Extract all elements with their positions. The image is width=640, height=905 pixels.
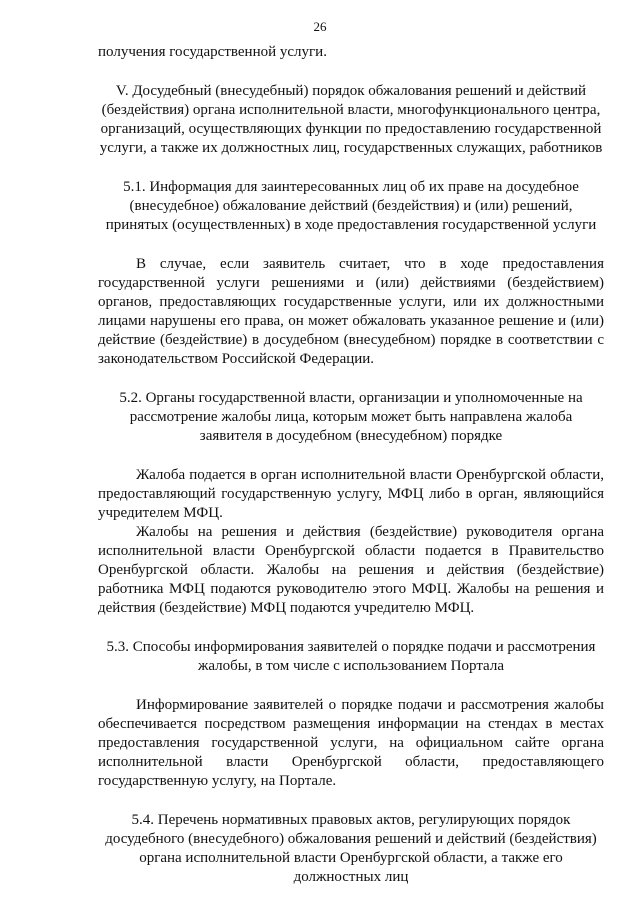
continuation-text: получения государственной услуги. xyxy=(98,44,327,60)
document-body xyxy=(98,43,604,887)
page-number: 26 xyxy=(313,19,327,34)
section-5-2-heading: 5.2. Органы государственной власти, организации и уполномоченные на рассмотрение жалобы лица, которым может быть направлена жалоба заявителя в досудебном (внесудебном) порядке xyxy=(119,390,583,444)
section-5-2-paragraph-1: Жалоба подается в орган исполнительной власти Оренбургской области, предоставляющий государственную услугу, МФЦ либо в орган, являющийся учредителем МФЦ. xyxy=(98,467,604,521)
section-5-3-heading: 5.3. Способы информирования заявителей о порядке подачи и рассмотрения жалобы, в том числе с использованием Портала xyxy=(106,639,596,674)
section-5-4-heading: 5.4. Перечень нормативных правовых актов, регулирующих порядок досудебного (внесудебного) обжалования решений и действий (бездействия) органа исполнительной власти Оренбургской области, а также его должностных лиц xyxy=(105,812,597,885)
section-5-1-heading: 5.1. Информация для заинтересованных лиц об их праве на досудебное (внесудебное) обжалование действий (бездействия) и (или) решений, принятых (осуществленных) в ходе предоставления государственной услуги xyxy=(105,179,597,233)
section-5-1-paragraph: В случае, если заявитель считает, что в ходе предоставления государственной услуги решениями и (или) действиями (бездействием) органов, предоставляющих государственные услуги, или их должностными лицами нарушены его права, он может обжаловать указанное решение и (или) действие (бездействие) в досудебном (внесудебном) порядке в соответствии с законодательством Российской Федерации. xyxy=(98,256,604,367)
section-5-3-paragraph: Информирование заявителей о порядке подачи и рассмотрения жалобы обеспечивается посредством размещения информации на стендах в местах предоставления государственной услуги, на официальном сайте органа исполнительной власти Оренбургской области, предоставляющего государственную услугу, на Портале. xyxy=(98,697,604,789)
section-5-2-paragraph-2: Жалобы на решения и действия (бездействие) руководителя органа исполнительной власти Оренбургской области подается в Правительство Оренбургской области. Жалобы на решения и действия (бездействие) работника МФЦ подаются руководителю этого МФЦ. Жалобы на решения и действия (бездействие) МФЦ подаются учредителю МФЦ. xyxy=(98,524,604,616)
section-v-heading: V. Досудебный (внесудебный) порядок обжалования решений и действий (бездействия) органа исполнительной власти, многофункционального центра, организаций, осуществляющих функции по предоставлению государственной услуги, а также их должностных лиц, государственных служащих, работников xyxy=(99,83,603,156)
